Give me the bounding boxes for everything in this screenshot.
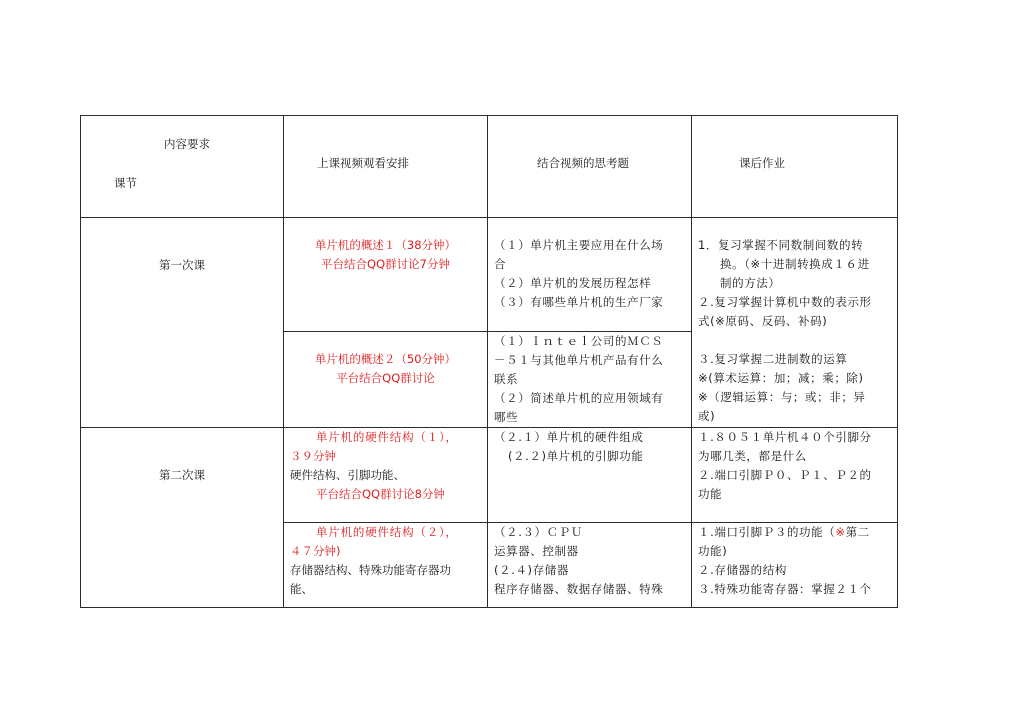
- video-line: 平台结合QQ群讨论7分钟: [321, 257, 450, 271]
- homework-line: 功能: [698, 487, 723, 501]
- video-line: ３９分钟: [290, 449, 336, 463]
- lesson-name-cell: [81, 218, 284, 428]
- question-cell: [488, 332, 692, 428]
- question-line: （１）Ｉｎｔｅｌ公司的ＭＣＳ: [494, 334, 664, 348]
- homework-line: 或): [698, 409, 716, 423]
- homework-line: ３.特殊功能寄存器：掌握２１个: [698, 582, 872, 596]
- homework-line: 1．复习掌握不同数制间数的转: [698, 238, 864, 252]
- video-line: 单片机的概述１（38分钟）: [314, 238, 457, 252]
- header-lesson-section: 课节: [114, 176, 137, 190]
- question-cell: [488, 523, 692, 608]
- homework-line: 功能): [698, 544, 728, 558]
- lesson-name: 第二次课: [159, 468, 205, 482]
- table-row: [81, 218, 898, 332]
- question-line: 运算器、控制器: [494, 544, 579, 558]
- homework-line: ３.复习掌握二进制数的运算: [698, 352, 848, 366]
- homework-spacer: [698, 331, 895, 350]
- homework-line: ２.存储器的结构: [698, 563, 787, 577]
- header-homework: 课后作业: [739, 156, 785, 170]
- question-line: （２）单片机的发展历程怎样: [494, 276, 652, 290]
- reference-mark: ※: [835, 525, 846, 539]
- video-line: 硬件结构、引脚功能、: [290, 468, 405, 482]
- table-header-row: [81, 116, 898, 218]
- question-cell: [488, 218, 692, 332]
- video-line: ４７分钟): [290, 544, 341, 558]
- question-line: 程序存储器、数据存储器、特殊: [494, 582, 664, 596]
- header-corner-cell: [81, 116, 284, 218]
- homework-line: ※（逻辑运算：与；或；非；异: [698, 390, 866, 404]
- video-line: 能、: [290, 582, 313, 596]
- question-line: （２.３）ＣＰＵ: [494, 525, 583, 539]
- video-line: 平台结合QQ群讨论8分钟: [316, 487, 445, 501]
- homework-line: 为哪几类，都是什么: [698, 449, 807, 463]
- header-homework-cell: [692, 116, 898, 218]
- video-line: 单片机的硬件结构（１），: [316, 430, 458, 444]
- video-cell: [284, 428, 488, 523]
- homework-cell: [692, 523, 898, 608]
- homework-cell: [692, 428, 898, 523]
- question-cell: [488, 428, 692, 523]
- homework-line: [698, 523, 895, 542]
- lesson-name: 第一次课: [159, 258, 205, 272]
- lesson-name-cell: [81, 428, 284, 608]
- homework-text: １.端口引脚Ｐ３的功能（: [698, 525, 836, 539]
- course-schedule-table: [80, 115, 898, 608]
- homework-line: 制的方法）: [720, 276, 781, 290]
- header-questions: 结合视频的思考题: [537, 156, 629, 170]
- homework-text: 第二: [845, 525, 870, 539]
- question-line: （３）有哪些单片机的生产厂家: [494, 295, 664, 309]
- video-cell: [284, 523, 488, 608]
- homework-line: 式(※原码、反码、补码): [698, 314, 828, 328]
- question-line: （２.１）单片机的硬件组成: [494, 430, 644, 444]
- header-content-requirement: 内容要求: [164, 137, 210, 151]
- header-video-schedule: 上课视频观看安排: [317, 156, 409, 170]
- homework-line: ※(算术运算：加；减；乘；除): [698, 371, 864, 385]
- homework-line: ２.复习掌握计算机中数的表示形: [698, 295, 872, 309]
- homework-line: ２.端口引脚Ｐ０、Ｐ１、Ｐ２的: [698, 468, 872, 482]
- video-line: 单片机的概述２（50分钟）: [314, 352, 457, 366]
- question-line: (２.４)存储器: [494, 563, 569, 577]
- video-cell: [284, 218, 488, 332]
- table-row: [81, 428, 898, 523]
- question-line: 联系: [494, 372, 519, 386]
- question-line: 哪些: [494, 410, 519, 424]
- question-line: （２）简述单片机的应用领域有: [494, 391, 664, 405]
- question-line: －５１与其他单片机产品有什么: [494, 353, 664, 367]
- homework-cell: [692, 218, 898, 428]
- header-video-cell: [284, 116, 488, 218]
- question-line: （１）单片机主要应用在什么场: [494, 238, 664, 252]
- question-line: (２.２)单片机的引脚功能: [508, 449, 644, 463]
- video-line: 平台结合QQ群讨论: [336, 371, 435, 385]
- video-cell: [284, 332, 488, 428]
- video-line: 存储器结构、特殊功能寄存器功: [290, 563, 451, 577]
- video-line: 单片机的硬件结构（２），: [316, 525, 458, 539]
- header-question-cell: [488, 116, 692, 218]
- question-line: 合: [494, 257, 507, 271]
- homework-line: 换。（※十进制转换成１６进: [720, 257, 870, 271]
- homework-line: １.８０５１单片机４０个引脚分: [698, 430, 872, 444]
